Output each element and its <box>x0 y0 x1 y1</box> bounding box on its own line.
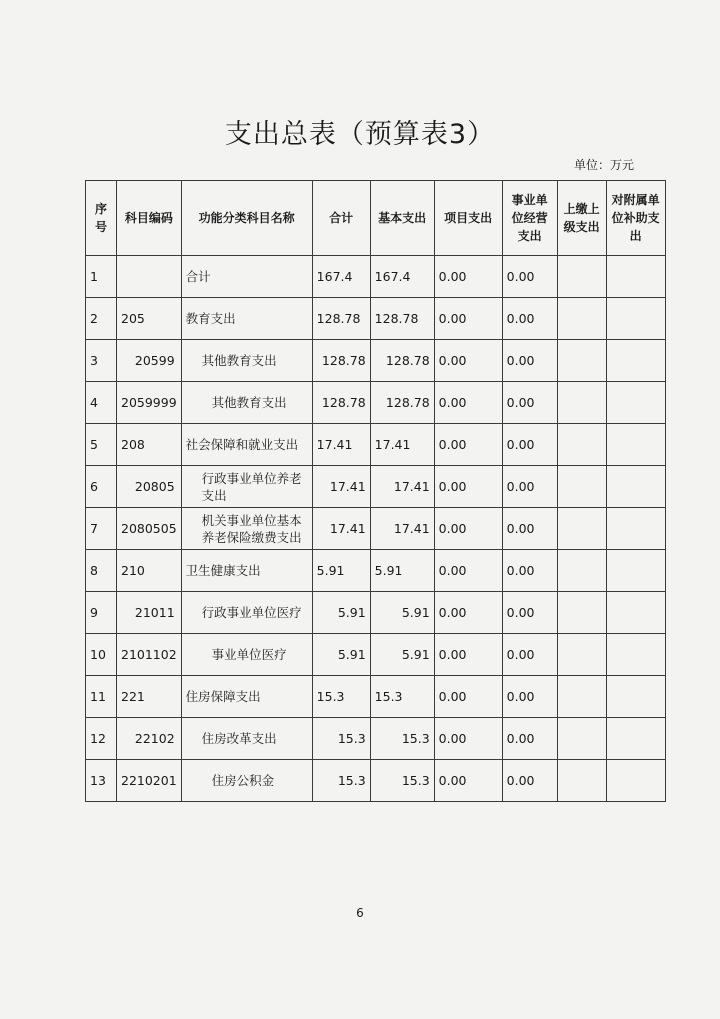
row-subsidy <box>606 760 665 802</box>
row-total: 5.91 <box>312 550 370 592</box>
row-basic: 17.41 <box>370 466 434 508</box>
row-project: 0.00 <box>434 550 502 592</box>
row-project: 0.00 <box>434 718 502 760</box>
row-business: 0.00 <box>502 634 557 676</box>
header-code: 科目编码 <box>117 181 182 256</box>
row-total: 167.4 <box>312 256 370 298</box>
row-project: 0.00 <box>434 676 502 718</box>
row-total: 5.91 <box>312 592 370 634</box>
row-upper <box>557 634 606 676</box>
row-upper <box>557 550 606 592</box>
table-row <box>86 592 666 634</box>
row-business: 0.00 <box>502 718 557 760</box>
unit-label: 单位：万元 <box>573 158 634 172</box>
row-no: 6 <box>86 466 117 508</box>
row-subsidy <box>606 424 665 466</box>
row-project: 0.00 <box>434 256 502 298</box>
row-name: 行政事业单位医疗 <box>181 592 312 634</box>
row-business: 0.00 <box>502 466 557 508</box>
row-total: 17.41 <box>312 508 370 550</box>
row-no: 12 <box>86 718 117 760</box>
row-no: 11 <box>86 676 117 718</box>
row-project: 0.00 <box>434 340 502 382</box>
row-code: 20599 <box>117 340 182 382</box>
page-number: 6 <box>356 906 364 920</box>
row-project: 0.00 <box>434 466 502 508</box>
row-basic: 15.3 <box>370 760 434 802</box>
row-code <box>117 256 182 298</box>
row-upper <box>557 340 606 382</box>
row-subsidy <box>606 508 665 550</box>
row-code: 2059999 <box>117 382 182 424</box>
table-row <box>86 760 666 802</box>
row-upper <box>557 592 606 634</box>
header-no: 序号 <box>86 181 117 256</box>
row-subsidy <box>606 340 665 382</box>
row-total: 17.41 <box>312 466 370 508</box>
row-basic: 5.91 <box>370 550 434 592</box>
row-upper <box>557 382 606 424</box>
row-basic: 15.3 <box>370 718 434 760</box>
row-total: 15.3 <box>312 760 370 802</box>
row-name: 行政事业单位养老支出 <box>181 466 312 508</box>
table-row <box>86 298 666 340</box>
row-project: 0.00 <box>434 634 502 676</box>
row-no: 8 <box>86 550 117 592</box>
row-upper <box>557 508 606 550</box>
row-business: 0.00 <box>502 592 557 634</box>
row-basic: 128.78 <box>370 340 434 382</box>
table-header-row <box>86 181 666 256</box>
table-row <box>86 634 666 676</box>
table-row <box>86 550 666 592</box>
row-no: 2 <box>86 298 117 340</box>
row-project: 0.00 <box>434 508 502 550</box>
row-subsidy <box>606 298 665 340</box>
row-subsidy <box>606 592 665 634</box>
row-name: 住房改革支出 <box>181 718 312 760</box>
row-project: 0.00 <box>434 592 502 634</box>
row-name: 合计 <box>181 256 312 298</box>
row-name: 其他教育支出 <box>181 382 312 424</box>
row-name: 社会保障和就业支出 <box>181 424 312 466</box>
row-code: 205 <box>117 298 182 340</box>
expense-summary-table <box>85 180 666 802</box>
header-name: 功能分类科目名称 <box>181 181 312 256</box>
row-code: 2210201 <box>117 760 182 802</box>
row-code: 208 <box>117 424 182 466</box>
header-total: 合计 <box>312 181 370 256</box>
row-no: 5 <box>86 424 117 466</box>
row-code: 20805 <box>117 466 182 508</box>
row-project: 0.00 <box>434 382 502 424</box>
row-total: 15.3 <box>312 676 370 718</box>
row-business: 0.00 <box>502 382 557 424</box>
header-upper: 上缴上级支出 <box>557 181 606 256</box>
row-total: 17.41 <box>312 424 370 466</box>
row-project: 0.00 <box>434 298 502 340</box>
row-business: 0.00 <box>502 256 557 298</box>
table-row <box>86 424 666 466</box>
row-total: 128.78 <box>312 382 370 424</box>
row-total: 15.3 <box>312 718 370 760</box>
row-subsidy <box>606 256 665 298</box>
row-no: 7 <box>86 508 117 550</box>
row-code: 2080505 <box>117 508 182 550</box>
table-row <box>86 256 666 298</box>
row-code: 210 <box>117 550 182 592</box>
row-project: 0.00 <box>434 760 502 802</box>
row-basic: 128.78 <box>370 298 434 340</box>
row-subsidy <box>606 718 665 760</box>
row-basic: 128.78 <box>370 382 434 424</box>
row-upper <box>557 466 606 508</box>
row-code: 2101102 <box>117 634 182 676</box>
header-basic: 基本支出 <box>370 181 434 256</box>
row-code: 22102 <box>117 718 182 760</box>
table-row <box>86 466 666 508</box>
row-upper <box>557 256 606 298</box>
row-upper <box>557 760 606 802</box>
row-name: 其他教育支出 <box>181 340 312 382</box>
row-project: 0.00 <box>434 424 502 466</box>
table-row <box>86 718 666 760</box>
row-upper <box>557 718 606 760</box>
row-name: 卫生健康支出 <box>181 550 312 592</box>
row-no: 3 <box>86 340 117 382</box>
row-no: 9 <box>86 592 117 634</box>
table-row <box>86 340 666 382</box>
row-code: 21011 <box>117 592 182 634</box>
row-name: 机关事业单位基本养老保险缴费支出 <box>181 508 312 550</box>
row-no: 4 <box>86 382 117 424</box>
row-basic: 5.91 <box>370 592 434 634</box>
header-business: 事业单位经营支出 <box>502 181 557 256</box>
row-basic: 15.3 <box>370 676 434 718</box>
row-business: 0.00 <box>502 676 557 718</box>
row-subsidy <box>606 634 665 676</box>
header-project: 项目支出 <box>434 181 502 256</box>
row-name: 事业单位医疗 <box>181 634 312 676</box>
row-business: 0.00 <box>502 340 557 382</box>
row-name: 住房公积金 <box>181 760 312 802</box>
row-no: 13 <box>86 760 117 802</box>
table-row <box>86 676 666 718</box>
row-no: 1 <box>86 256 117 298</box>
row-subsidy <box>606 466 665 508</box>
row-subsidy <box>606 676 665 718</box>
row-basic: 5.91 <box>370 634 434 676</box>
row-upper <box>557 676 606 718</box>
row-subsidy <box>606 382 665 424</box>
row-business: 0.00 <box>502 760 557 802</box>
row-basic: 17.41 <box>370 424 434 466</box>
row-total: 128.78 <box>312 340 370 382</box>
row-subsidy <box>606 550 665 592</box>
table-row <box>86 508 666 550</box>
row-basic: 167.4 <box>370 256 434 298</box>
page-title: 支出总表（预算表3） <box>224 119 496 150</box>
row-upper <box>557 298 606 340</box>
table-row <box>86 382 666 424</box>
row-basic: 17.41 <box>370 508 434 550</box>
row-business: 0.00 <box>502 424 557 466</box>
row-no: 10 <box>86 634 117 676</box>
row-business: 0.00 <box>502 550 557 592</box>
header-subsidy: 对附属单位补助支出 <box>606 181 665 256</box>
row-business: 0.00 <box>502 508 557 550</box>
row-total: 128.78 <box>312 298 370 340</box>
row-upper <box>557 424 606 466</box>
row-business: 0.00 <box>502 298 557 340</box>
row-name: 住房保障支出 <box>181 676 312 718</box>
row-code: 221 <box>117 676 182 718</box>
row-name: 教育支出 <box>181 298 312 340</box>
row-total: 5.91 <box>312 634 370 676</box>
